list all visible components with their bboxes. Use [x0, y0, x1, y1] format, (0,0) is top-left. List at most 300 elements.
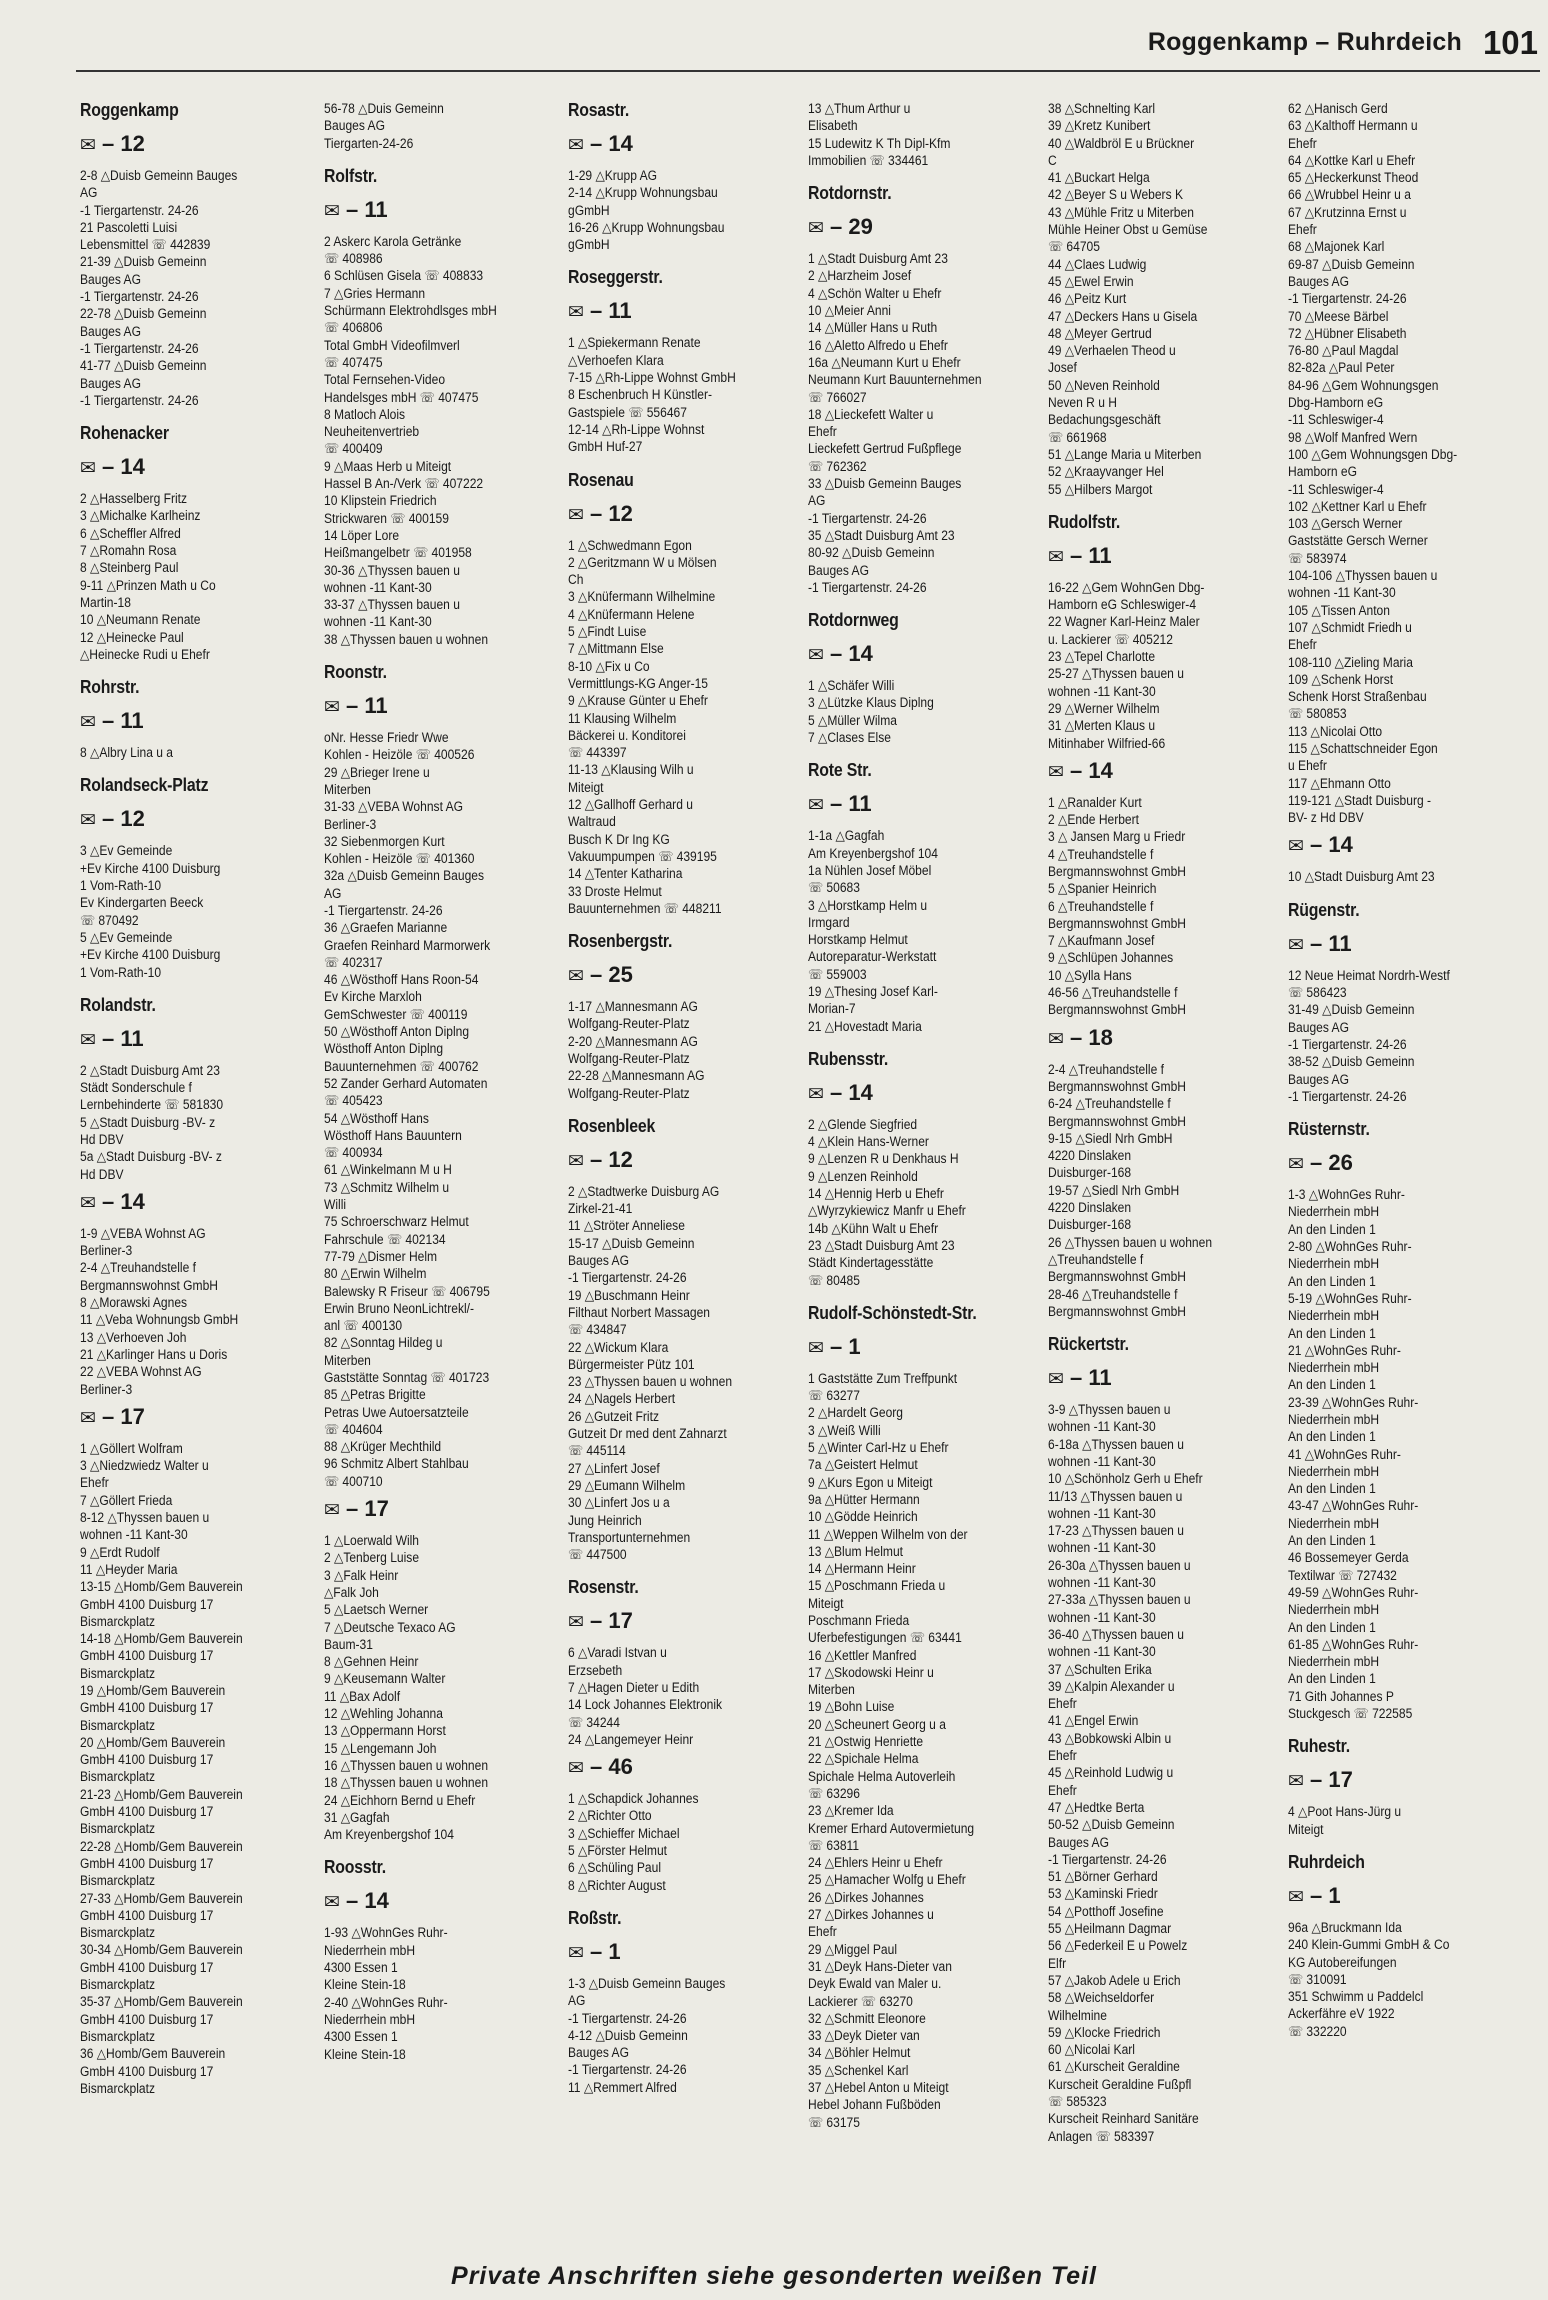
directory-entry: An den Linden 1: [1288, 1429, 1376, 1445]
directory-entry: BV- z Hd DBV: [1288, 810, 1364, 826]
directory-entry: Berliner-3: [80, 1243, 133, 1259]
directory-entry: 8 △Steinberg Paul: [80, 560, 179, 576]
postal-district: ✉ – 11: [324, 693, 388, 719]
directory-entry: Lieckefett Gertrud Fußpflege: [808, 441, 962, 457]
directory-entry: 50 △Wösthoff Anton Diplng: [324, 1024, 470, 1040]
directory-entry: GmbH 4100 Duisburg 17: [80, 2063, 214, 2079]
directory-entry: wohnen -11 Kant-30: [1048, 1454, 1156, 1469]
directory-entry: Tiergarten-24-26: [324, 135, 414, 151]
directory-entry: 58 △Weichseldorfer: [1048, 1990, 1155, 2006]
directory-entry: C: [1048, 152, 1057, 168]
directory-entry: AG: [808, 493, 826, 509]
directory-entry: Spichale Helma Autoverleih: [808, 1768, 956, 1784]
directory-entry: △Wyrzykiewicz Manfr u Ehefr: [808, 1203, 966, 1219]
postal-district-number: 29: [848, 214, 873, 240]
directory-entry: 29 △Werner Wilhelm: [1048, 700, 1160, 716]
envelope-icon: ✉: [1288, 1771, 1304, 1793]
directory-entry: 29 △Brieger Irene u: [324, 764, 430, 780]
directory-entry: Ehefr: [80, 1475, 109, 1491]
directory-entry: GmbH 4100 Duisburg 17: [80, 1596, 214, 1612]
postal-district-number: 11: [1088, 542, 1112, 568]
directory-entry: 2-40 △WohnGes Ruhr-: [324, 1994, 448, 2010]
directory-entry: Gastspiele ☏ 556467: [568, 404, 687, 420]
directory-entry: 1-9 △VEBA Wohnst AG: [80, 1225, 206, 1241]
directory-entry: Hamborn eG: [1288, 464, 1357, 480]
directory-entry: 57 △Jakob Adele u Erich: [1048, 1972, 1181, 1988]
directory-entry: 52 Zander Gerhard Automaten: [324, 1075, 488, 1091]
street-heading: Rote Str.: [808, 760, 872, 781]
directory-entry: 9 △Lenzen R u Denkhaus H: [808, 1151, 959, 1167]
directory-entry: 21 △Hovestadt Maria: [808, 1018, 922, 1034]
directory-entry: 16 △Thyssen bauen u wohnen: [324, 1757, 489, 1773]
envelope-icon: ✉: [568, 966, 584, 988]
postal-district: ✉ – 18: [1048, 1024, 1113, 1050]
directory-entry: An den Linden 1: [1288, 1325, 1376, 1341]
directory-entry: 16 △Kettler Manfred: [808, 1647, 917, 1663]
directory-entry: -1 Tiergartenstr. 24-26: [808, 510, 927, 526]
directory-entry: 9a △Hütter Hermann: [808, 1491, 920, 1507]
directory-entry: 15 △Lengemann Joh: [324, 1740, 437, 1756]
directory-entry: 351 Schwimm u Paddelcl: [1288, 1989, 1424, 2005]
directory-entry: Hassel B An-/Verk ☏ 407222: [324, 476, 484, 492]
directory-entry: 11 Klausing Wilhelm: [568, 710, 677, 726]
directory-entry: ☏ 64705: [1048, 239, 1100, 255]
directory-entry: 2 △Geritzmann W u Mölsen: [568, 554, 717, 570]
directory-entry: 5 △Laetsch Werner: [324, 1602, 429, 1618]
directory-entry: Wolfgang-Reuter-Platz: [568, 1016, 690, 1032]
street-heading: Rolandseck-Platz: [80, 775, 209, 796]
directory-entry: 3 △Niedzwiedz Walter u: [80, 1458, 209, 1474]
directory-entry: Städt Sonderschule f: [80, 1080, 192, 1096]
directory-entry: 9 △Keusemann Walter: [324, 1671, 446, 1687]
directory-entry: 54 △Wösthoff Hans: [324, 1110, 429, 1126]
directory-entry: 16-22 △Gem WohnGen Dbg-: [1048, 579, 1205, 595]
directory-entry: -11 Schleswiger-4: [1288, 481, 1384, 497]
directory-entry: 11 △Remmert Alfred: [568, 2079, 677, 2095]
directory-entry: oNr. Hesse Friedr Wwe: [324, 730, 449, 746]
directory-entry: 2 △Tenberg Luise: [324, 1550, 420, 1566]
directory-entry: 8-10 △Fix u Co: [568, 658, 650, 674]
directory-entry: 10 △Gödde Heinrich: [808, 1509, 918, 1525]
directory-entry: 46-56 △Treuhandstelle f: [1048, 985, 1178, 1001]
directory-entry: 24 △Ehlers Heinr u Ehefr: [808, 1855, 943, 1871]
directory-entry: 17 △Skodowski Heinr u: [808, 1664, 934, 1680]
directory-entry: Bergmannswohnst GmbH: [1048, 863, 1186, 879]
directory-entry: △Verhoefen Klara: [568, 352, 664, 368]
directory-entry: Bergmannswohnst GmbH: [1048, 915, 1186, 931]
directory-entry: -1 Tiergartenstr. 24-26: [1048, 1851, 1167, 1867]
directory-entry: 66 △Wrubbel Heinr u a: [1288, 187, 1411, 203]
street-heading: Rotdornweg: [808, 610, 899, 631]
directory-entry: 105 △Tissen Anton: [1288, 602, 1390, 618]
directory-entry: 7 △Mittmann Else: [568, 641, 664, 657]
directory-entry: Bauges AG: [808, 562, 869, 578]
directory-entry: 3 △Knüfermann Wilhelmine: [568, 589, 716, 605]
postal-district-number: 14: [120, 1188, 145, 1214]
directory-entry: 3 △Ev Gemeinde: [80, 843, 173, 859]
directory-entry: Kohlen - Heizöle ☏ 401360: [324, 851, 475, 867]
directory-entry: 22-28 △Homb/Gem Bauverein: [80, 1838, 243, 1854]
directory-entry: An den Linden 1: [1288, 1533, 1376, 1549]
directory-entry: 4 △Knüfermann Helene: [568, 606, 695, 622]
directory-entry: 26 △Dirkes Johannes: [808, 1889, 924, 1905]
directory-entry: Kurscheit Reinhard Sanitäre: [1048, 2111, 1199, 2127]
postal-district-number: 25: [608, 962, 633, 988]
directory-entry: wohnen -11 Kant-30: [1048, 1419, 1156, 1435]
directory-entry: 23 △Kremer Ida: [808, 1803, 894, 1819]
street-heading: Rudolf-Schönstedt-Str.: [808, 1302, 977, 1323]
directory-entry: 18 △Thyssen bauen u wohnen: [324, 1775, 489, 1791]
directory-entry: ☏ 400409: [324, 441, 383, 457]
directory-entry: 2-4 △Treuhandstelle f: [1048, 1061, 1165, 1077]
directory-entry: 37 △Schulten Erika: [1048, 1661, 1152, 1677]
postal-district: ✉ – 14: [80, 454, 145, 480]
directory-entry: 11 △Heyder Maria: [80, 1561, 178, 1577]
directory-entry: 22-78 △Duisb Gemeinn: [80, 306, 207, 322]
directory-entry: 23-39 △WohnGes Ruhr-: [1288, 1394, 1419, 1410]
directory-entry: GemSchwester ☏ 400119: [324, 1006, 468, 1022]
directory-entry: 5 △Spanier Heinrich: [1048, 881, 1157, 897]
directory-entry: 16a △Neumann Kurt u Ehefr: [808, 354, 961, 370]
directory-entry: -1 Tiergartenstr. 24-26: [1288, 291, 1407, 307]
directory-entry: 14-18 △Homb/Gem Bauverein: [80, 1631, 243, 1647]
directory-entry: ☏ 406806: [324, 320, 383, 336]
directory-entry: 40 △Waldbröl E u Brückner: [1048, 135, 1195, 151]
envelope-icon: ✉: [324, 1500, 340, 1522]
directory-entry: ☏ 586423: [1288, 985, 1347, 1001]
postal-district-number: 11: [608, 298, 632, 324]
directory-entry: Niederrhein mbH: [1288, 1654, 1380, 1670]
directory-entry: Bauges AG: [1288, 273, 1349, 289]
directory-entry: 11/13 △Thyssen bauen u: [1048, 1488, 1183, 1504]
directory-entry: 22 Wagner Karl-Heinz Maler: [1048, 614, 1200, 630]
directory-entry: 82 △Sonntag Hildeg u: [324, 1335, 443, 1351]
directory-entry: 19 △Thesing Josef Karl-: [808, 983, 938, 999]
directory-entry: 10 △Stadt Duisburg Amt 23: [1288, 869, 1435, 885]
directory-entry: Niederrhein mbH: [1288, 1256, 1380, 1272]
column-4: [808, 100, 1036, 2240]
directory-entry: 47 △Deckers Hans u Gisela: [1048, 308, 1198, 324]
directory-entry: Neumann Kurt Bauunternehmen: [808, 372, 982, 388]
directory-entry: Dbg-Hamborn eG: [1288, 395, 1384, 411]
directory-entry: 5 △Förster Helmut: [568, 1843, 668, 1859]
directory-entry: Erzsebeth: [568, 1662, 623, 1678]
directory-entry: 27-33a △Thyssen bauen u: [1048, 1592, 1191, 1608]
envelope-icon: ✉: [1048, 761, 1064, 783]
postal-district: ✉ – 12: [568, 1146, 633, 1172]
directory-entry: GmbH 4100 Duisburg 17: [80, 1648, 214, 1664]
directory-entry: Am Kreyenbergshof 104: [808, 845, 938, 861]
directory-entry: 10 Klipstein Friedrich: [324, 493, 437, 509]
directory-entry: ☏ 332220: [1288, 2023, 1347, 2039]
directory-entry: 19-57 △Siedl Nrh GmbH: [1048, 1182, 1180, 1198]
directory-entry: 3 △Michalke Karlheinz: [80, 508, 201, 524]
directory-entry: Lackierer ☏ 63270: [808, 1993, 913, 2009]
directory-entry: +Ev Kirche 4100 Duisburg: [80, 947, 221, 963]
directory-entry: 12 Neue Heimat Nordrh-Westf: [1288, 967, 1450, 983]
directory-entry: GmbH 4100 Duisburg 17: [80, 1700, 214, 1716]
postal-district-number: 17: [120, 1403, 145, 1429]
directory-entry: Ehefr: [1288, 135, 1317, 151]
directory-entry: Martin-18: [80, 594, 131, 610]
directory-entry: 16-26 △Krupp Wohnungsbau: [568, 219, 725, 235]
directory-entry: 56 △Federkeil E u Powelz: [1048, 1938, 1188, 1954]
directory-entry: Bergmannswohnst GmbH: [80, 1277, 218, 1293]
directory-entry: 4 △Schön Walter u Ehefr: [808, 285, 942, 301]
directory-entry: 54 △Potthoff Josefine: [1048, 1903, 1164, 1919]
directory-entry: Hd DBV: [80, 1131, 124, 1147]
directory-entry: ☏ 762362: [808, 458, 867, 474]
directory-entry: ☏ 400934: [324, 1145, 383, 1161]
directory-entry: 117 △Ehmann Otto: [1288, 775, 1391, 791]
directory-entry: ☏ 50683: [808, 880, 860, 896]
directory-entry: 55 △Heilmann Dagmar: [1048, 1921, 1172, 1937]
directory-entry: Bauges AG: [568, 1253, 629, 1269]
postal-district-number: 17: [364, 1496, 389, 1522]
directory-entry: 1 Gaststätte Zum Treffpunkt: [808, 1370, 958, 1386]
directory-entry: Transportunternehmen: [568, 1529, 691, 1545]
postal-district: ✉ – 14: [1048, 757, 1113, 783]
directory-entry: 38 △Schnelting Karl: [1048, 101, 1156, 116]
postal-district: ✉ – 14: [324, 1888, 389, 1914]
postal-district-number: 12: [120, 131, 145, 156]
directory-entry: wohnen -11 Kant-30: [1048, 1505, 1156, 1521]
street-heading: Rubensstr.: [808, 1048, 889, 1069]
directory-entry: Bauges AG: [324, 118, 385, 134]
directory-entry: An den Linden 1: [1288, 1619, 1376, 1635]
directory-entry: ☏ 80485: [808, 1272, 860, 1288]
postal-district-number: 14: [848, 1079, 873, 1105]
directory-entry: 24 △Nagels Herbert: [568, 1391, 676, 1407]
directory-entry: Bismarckplatz: [80, 1925, 156, 1941]
directory-entry: 7 △Hagen Dieter u Edith: [568, 1680, 700, 1695]
directory-entry: 23 △Tepel Charlotte: [1048, 649, 1156, 665]
directory-entry: Total Fernsehen-Video: [324, 372, 446, 388]
directory-entry: 14 Lock Johannes Elektronik: [568, 1697, 723, 1713]
directory-entry: Gaststätte Sonntag ☏ 401723: [324, 1370, 490, 1385]
directory-entry: 14 △Hennig Herb u Ehefr: [808, 1186, 944, 1202]
directory-entry: Balewsky R Friseur ☏ 406795: [324, 1283, 490, 1299]
directory-entry: 9 △Schlüpen Johannes: [1048, 950, 1174, 966]
directory-entry: 45 △Reinhold Ludwig u: [1048, 1765, 1174, 1781]
directory-entry: 17-23 △Thyssen bauen u: [1048, 1523, 1184, 1539]
directory-entry: 6-24 △Treuhandstelle f: [1048, 1096, 1171, 1112]
postal-district: ✉ – 11: [568, 298, 632, 324]
postal-district-number: 14: [848, 641, 873, 667]
directory-entry: 11 △Ströter Anneliese: [568, 1218, 685, 1234]
directory-entry: Busch K Dr Ing KG: [568, 831, 670, 847]
directory-entry: 1-3 △WohnGes Ruhr-: [1288, 1187, 1405, 1203]
directory-entry: Waltraud: [568, 814, 616, 830]
directory-entry: 5 △Müller Wilma: [808, 712, 897, 728]
directory-entry: Wösthoff Anton Diplng: [324, 1041, 444, 1057]
directory-entry: 6 △Varadi Istvan u: [568, 1645, 667, 1661]
directory-entry: 30 △Linfert Jos u a: [568, 1495, 670, 1511]
directory-entry: 10 △Schönholz Gerh u Ehefr: [1048, 1471, 1203, 1487]
street-heading: Roonstr.: [324, 662, 387, 683]
directory-entry: Bauges AG: [80, 323, 141, 339]
envelope-icon: ✉: [808, 645, 824, 667]
street-heading: Rosenbergstr.: [568, 931, 673, 952]
directory-entry: 7 △Kaufmann Josef: [1048, 933, 1155, 949]
directory-entry: 9 △Krause Günter u Ehefr: [568, 693, 708, 709]
directory-entry: 13 △Thum Arthur u: [808, 101, 911, 116]
directory-entry: 18 △Lieckefett Walter u: [808, 406, 934, 422]
directory-entry: 4300 Essen 1: [324, 1960, 398, 1976]
directory-entry: ☏ 407475: [324, 354, 383, 370]
directory-entry: GmbH Huf-27: [568, 439, 643, 455]
directory-entry: Handelsges mbH ☏ 407475: [324, 389, 479, 405]
directory-entry: 80-92 △Duisb Gemeinn: [808, 545, 935, 561]
directory-entry: GmbH 4100 Duisburg 17: [80, 1907, 214, 1923]
directory-entry: 2 △Stadt Duisburg Amt 23: [80, 1062, 220, 1078]
directory-entry: 13 △Blum Helmut: [808, 1543, 904, 1559]
directory-entry: 103 △Gersch Werner: [1288, 516, 1403, 532]
directory-entry: -1 Tiergartenstr. 24-26: [808, 579, 927, 595]
directory-entry: 21 △Ostwig Henriette: [808, 1734, 924, 1750]
directory-entry: 8 Eschenbruch H Künstler-: [568, 387, 713, 403]
directory-entry: ☏ 445114: [568, 1443, 626, 1459]
directory-entry: 49-59 △WohnGes Ruhr-: [1288, 1584, 1419, 1600]
directory-entry: ☏ 404604: [324, 1421, 383, 1437]
directory-entry: 5 △Ev Gemeinde: [80, 929, 173, 945]
directory-entry: Miterben: [324, 1352, 371, 1368]
postal-district: ✉ – 14: [80, 1188, 145, 1214]
directory-entry: wohnen -11 Kant-30: [324, 614, 432, 630]
directory-entry: 7 △Göllert Frieda: [80, 1492, 173, 1508]
directory-entry: Niederrhein mbH: [1288, 1308, 1380, 1324]
directory-entry: 13-15 △Homb/Gem Bauverein: [80, 1579, 243, 1595]
directory-entry: 41 △Engel Erwin: [1048, 1713, 1139, 1729]
directory-entry: 71 Gith Johannes P: [1288, 1688, 1394, 1704]
directory-entry: 22 △Spichale Helma: [808, 1751, 919, 1767]
directory-entry: Total GmbH Videofilmverl: [324, 337, 460, 353]
directory-entry: Anlagen ☏ 583397: [1048, 2128, 1155, 2144]
directory-entry: 96a △Bruckmann Ida: [1288, 1919, 1402, 1935]
directory-entry: 73 △Schmitz Wilhelm u: [324, 1179, 450, 1195]
envelope-icon: ✉: [80, 135, 96, 156]
directory-entry: Immobilien ☏ 334461: [808, 152, 929, 168]
directory-entry: ☏ 580853: [1288, 706, 1347, 722]
envelope-icon: ✉: [80, 458, 96, 480]
directory-entry: 31-33 △VEBA Wohnst AG: [324, 799, 464, 815]
postal-district-number: 14: [608, 131, 633, 156]
postal-district-number: 18: [1088, 1024, 1113, 1050]
directory-entry: 37 △Hebel Anton u Miteigt: [808, 2080, 949, 2096]
directory-entry: Niederrhein mbH: [1288, 1204, 1380, 1220]
directory-entry: 9 △Maas Herb u Miteigt: [324, 458, 452, 474]
directory-entry: 1 △Ranalder Kurt: [1048, 794, 1142, 810]
directory-entry: 100 △Gem Wohnungsgen Dbg-: [1288, 446, 1458, 462]
directory-entry: Mitinhaber Wilfried-66: [1048, 735, 1166, 751]
postal-district: ✉ – 11: [80, 1025, 144, 1051]
footer-note: Private Anschriften siehe gesonderten weißen Teil: [451, 2262, 1097, 2290]
directory-entry: ☏ 408986: [324, 251, 383, 267]
directory-entry: 10 △Meier Anni: [808, 303, 891, 319]
directory-entry: 25-27 △Thyssen bauen u: [1048, 666, 1184, 682]
column-3: [568, 100, 796, 2240]
postal-district: ✉ – 14: [1288, 832, 1353, 858]
directory-entry: ☏ 63811: [808, 1837, 860, 1853]
directory-entry: Niederrhein mbH: [324, 1942, 416, 1958]
directory-entry: 32a △Duisb Gemeinn Bauges: [324, 868, 485, 884]
column-6: [1288, 100, 1516, 2240]
directory-entry: Miteigt: [808, 1595, 844, 1611]
directory-entry: 31 △Merten Klaus u: [1048, 718, 1156, 734]
directory-entry: 9 △Lenzen Reinhold: [808, 1168, 918, 1184]
directory-entry: Berliner-3: [80, 1381, 133, 1397]
postal-district: ✉ – 46: [568, 1754, 633, 1780]
postal-district: ✉ – 11: [1048, 542, 1112, 568]
directory-entry: ☏ 63277: [808, 1388, 860, 1404]
directory-entry: Wilhelmine: [1048, 2007, 1107, 2023]
directory-entry: 3 △Falk Heinr: [324, 1567, 399, 1583]
directory-entry: 21-23 △Homb/Gem Bauverein: [80, 1786, 243, 1802]
postal-district-number: 14: [1088, 757, 1113, 783]
directory-entry: 1a Nühlen Josef Möbel: [808, 862, 932, 878]
directory-entry: 49 △Verhaelen Theod u: [1048, 343, 1176, 359]
directory-entry: Hamborn eG Schleswiger-4: [1048, 597, 1197, 613]
directory-entry: GmbH 4100 Duisburg 17: [80, 1855, 214, 1871]
postal-district: ✉ – 11: [808, 791, 872, 817]
directory-entry: 33 Droste Helmut: [568, 883, 662, 899]
directory-entry: 13 △Verhoeven Joh: [80, 1329, 187, 1345]
postal-district: ✉ – 1: [568, 1938, 621, 1964]
directory-entry: Ehefr: [1288, 637, 1317, 653]
postal-district-number: 17: [1328, 1767, 1353, 1793]
directory-entry: Kleine Stein-18: [324, 2046, 406, 2062]
directory-entry: 6 △Treuhandstelle f: [1048, 898, 1154, 914]
directory-entry: 1 △Loerwald Wilh: [324, 1533, 420, 1549]
postal-district: ✉ – 11: [1288, 930, 1352, 956]
directory-entry: 32 Siebenmorgen Kurt: [324, 833, 445, 849]
postal-district: ✉ – 1: [808, 1333, 861, 1359]
directory-entry: Bergmannswohnst GmbH: [1048, 1269, 1186, 1285]
directory-entry: 2 △Ende Herbert: [1048, 812, 1140, 828]
directory-entry: Ehefr: [1048, 1696, 1077, 1712]
envelope-icon: ✉: [568, 504, 584, 526]
directory-entry: An den Linden 1: [1288, 1481, 1376, 1497]
envelope-icon: ✉: [808, 1337, 824, 1359]
directory-entry: Niederrhein mbH: [1288, 1463, 1380, 1479]
directory-entry: 8 △Richter August: [568, 1877, 666, 1893]
directory-entry: Bauges AG: [568, 2045, 629, 2061]
directory-entry: Bedachungsgeschäft: [1048, 412, 1161, 428]
envelope-icon: ✉: [80, 1192, 96, 1214]
directory-entry: 113 △Nicolai Otto: [1288, 723, 1383, 739]
directory-entry: 51 △Lange Maria u Miterben: [1048, 446, 1202, 462]
directory-entry: Ehefr: [1288, 222, 1317, 238]
columns-container: [80, 100, 1540, 2240]
directory-entry: 46 △Peitz Kurt: [1048, 291, 1127, 307]
street-heading: Rüsternstr.: [1288, 1119, 1370, 1140]
directory-entry: 85 △Petras Brigitte: [324, 1387, 426, 1403]
street-heading: Rosenbleek: [568, 1115, 656, 1136]
directory-entry: 2 △Harzheim Josef: [808, 268, 912, 284]
directory-entry: 2 △Hasselberg Fritz: [80, 491, 188, 507]
street-heading: Ruhrdeich: [1288, 1851, 1365, 1872]
directory-entry: 72 △Hübner Elisabeth: [1288, 325, 1407, 341]
directory-entry: 56-78 △Duis Gemeinn: [324, 101, 444, 116]
directory-entry: 47 △Hedtke Berta: [1048, 1799, 1145, 1815]
directory-entry: 34 △Böhler Helmut: [808, 2045, 911, 2061]
directory-entry: 8-12 △Thyssen bauen u: [80, 1510, 210, 1526]
directory-entry: gGmbH: [568, 237, 610, 253]
directory-entry: 240 Klein-Gummi GmbH & Co: [1288, 1937, 1450, 1953]
directory-entry: -1 Tiergartenstr. 24-26: [568, 1270, 687, 1286]
directory-entry: Elisabeth: [808, 118, 858, 134]
directory-entry: 15 △Poschmann Frieda u: [808, 1578, 946, 1594]
